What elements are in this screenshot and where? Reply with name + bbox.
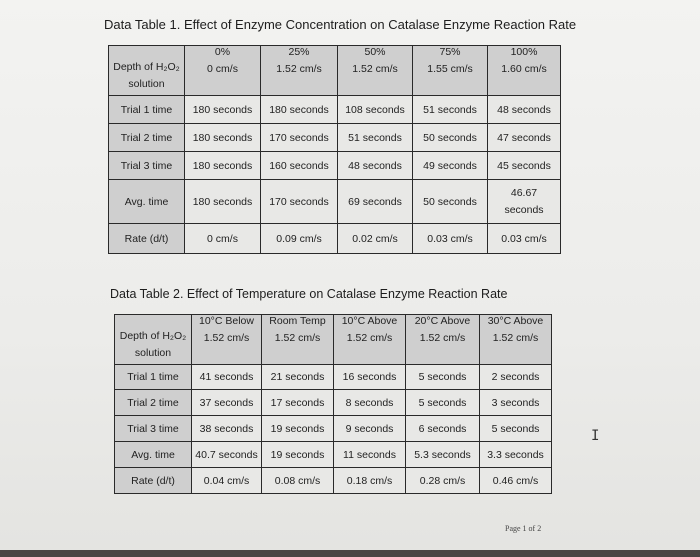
table-row (115, 468, 552, 494)
row-label: Rate (d/t) (109, 224, 185, 254)
table-cell: 17 seconds (262, 390, 334, 416)
row-label: Avg. time (115, 442, 192, 468)
table-cell: 180 seconds (185, 152, 261, 180)
col-depth: 1.55 cm/s (427, 63, 473, 75)
col-depth: 1.52 cm/s (492, 332, 539, 344)
table-cell: 19 seconds (262, 416, 334, 442)
row-label: Avg. time (109, 180, 185, 224)
row-label: Trial 2 time (109, 124, 185, 152)
table-cell: 47 seconds (488, 124, 561, 152)
table-row (109, 124, 561, 152)
col-depth: 0 cm/s (207, 63, 238, 75)
table-cell: 0.18 cm/s (334, 468, 406, 494)
col-depth: 1.52 cm/s (203, 332, 250, 344)
table-cell: 21 seconds (262, 365, 334, 390)
row-label: Trial 3 time (115, 416, 192, 442)
table-cell: 0.28 cm/s (406, 468, 480, 494)
row-label: Trial 1 time (115, 365, 192, 390)
col-temp: Room Temp (269, 315, 326, 327)
table-row (109, 224, 561, 254)
col-percent: 50% (364, 46, 386, 58)
table-cell: 5 seconds (406, 365, 480, 390)
col-depth: 1.52 cm/s (419, 332, 466, 344)
table1-title: Data Table 1. Effect of Enzyme Concentration on Catalase Enzyme Reaction Rate (104, 17, 577, 32)
table-cell: 3.3 seconds (480, 442, 552, 468)
depth-label: Depth of H₂O₂ solution (119, 330, 187, 359)
col-temp: 30°C Above (487, 315, 544, 327)
table-cell: 180 seconds (261, 96, 338, 124)
table-cell: 6 seconds (406, 416, 480, 442)
col-depth: 1.52 cm/s (274, 332, 321, 344)
table-cell: 37 seconds (192, 390, 262, 416)
table-cell: 19 seconds (262, 442, 334, 468)
row-label: Trial 1 time (109, 96, 185, 124)
table-cell: 0.02 cm/s (338, 224, 413, 254)
table1-col-0 (185, 46, 261, 96)
table-cell: 0.03 cm/s (413, 224, 488, 254)
table-row (115, 416, 552, 442)
table-cell: 51 seconds (413, 96, 488, 124)
table-cell: 50 seconds (413, 180, 488, 224)
table-cell: 170 seconds (261, 124, 338, 152)
table-cell: 0.46 cm/s (480, 468, 552, 494)
col-depth: 1.52 cm/s (276, 63, 322, 75)
table2-title: Data Table 2. Effect of Temperature on Catalase Enzyme Reaction Rate (110, 287, 508, 301)
table-cell (488, 180, 561, 224)
table-cell: 0.04 cm/s (192, 468, 262, 494)
table1-col-1 (261, 46, 338, 96)
row-label: Rate (d/t) (115, 468, 192, 494)
col-depth: 1.60 cm/s (501, 63, 547, 75)
table-cell: 69 seconds (338, 180, 413, 224)
col-temp: 10°C Below (199, 315, 254, 327)
table-row (115, 442, 552, 468)
table2-col-0 (192, 315, 262, 365)
table2-col-1 (262, 315, 334, 365)
col-temp: 20°C Above (414, 315, 471, 327)
table-row (109, 152, 561, 180)
page-edge-shadow (0, 550, 700, 557)
table1-header-row (109, 46, 561, 96)
table-cell: 41 seconds (192, 365, 262, 390)
table1-col-2 (338, 46, 413, 96)
col-percent: 0% (214, 46, 231, 58)
depth-label: Depth of H₂O₂ solution (113, 61, 180, 90)
table-row (115, 365, 552, 390)
row-label: Trial 3 time (109, 152, 185, 180)
col-percent: 100% (510, 46, 538, 58)
col-depth: 1.52 cm/s (352, 63, 398, 75)
table2-col-4 (480, 315, 552, 365)
table-cell: 40.7 seconds (192, 442, 262, 468)
table-cell: 5 seconds (480, 416, 552, 442)
table-cell: 0 cm/s (185, 224, 261, 254)
avg-time-wrapped: 46.67 seconds (504, 186, 544, 216)
table-cell: 3 seconds (480, 390, 552, 416)
table-cell: 160 seconds (261, 152, 338, 180)
table1-col-3 (413, 46, 488, 96)
col-percent: 75% (439, 46, 461, 58)
table-cell: 0.03 cm/s (488, 224, 561, 254)
table-cell: 180 seconds (185, 96, 261, 124)
table1-row-header (109, 46, 185, 96)
table-cell: 170 seconds (261, 180, 338, 224)
table-row (115, 390, 552, 416)
table-cell: 2 seconds (480, 365, 552, 390)
table2-col-2 (334, 315, 406, 365)
text-cursor-icon: I (591, 428, 600, 444)
table-cell: 48 seconds (488, 96, 561, 124)
table-cell: 5.3 seconds (406, 442, 480, 468)
col-percent: 25% (288, 46, 310, 58)
table2-row-header (115, 315, 192, 365)
table-cell: 16 seconds (334, 365, 406, 390)
table2-col-3 (406, 315, 480, 365)
page-number: Page 1 of 2 (505, 524, 542, 533)
table-cell: 108 seconds (338, 96, 413, 124)
table-cell: 9 seconds (334, 416, 406, 442)
col-depth: 1.52 cm/s (346, 332, 393, 344)
table2-header-row (115, 315, 552, 365)
table-cell: 5 seconds (406, 390, 480, 416)
table-cell: 8 seconds (334, 390, 406, 416)
table-cell: 48 seconds (338, 152, 413, 180)
table-cell: 180 seconds (185, 180, 261, 224)
temperature-table (114, 314, 552, 494)
table-cell: 51 seconds (338, 124, 413, 152)
table-cell: 38 seconds (192, 416, 262, 442)
row-label: Trial 2 time (115, 390, 192, 416)
col-temp: 10°C Above (341, 315, 398, 327)
table-row (109, 96, 561, 124)
table-cell: 0.08 cm/s (262, 468, 334, 494)
table-cell: 45 seconds (488, 152, 561, 180)
table1-col-4 (488, 46, 561, 96)
table-cell: 50 seconds (413, 124, 488, 152)
table-cell: 180 seconds (185, 124, 261, 152)
table-cell: 11 seconds (334, 442, 406, 468)
table-cell: 0.09 cm/s (261, 224, 338, 254)
table-cell: 49 seconds (413, 152, 488, 180)
table-row (109, 180, 561, 224)
enzyme-concentration-table (108, 45, 561, 254)
